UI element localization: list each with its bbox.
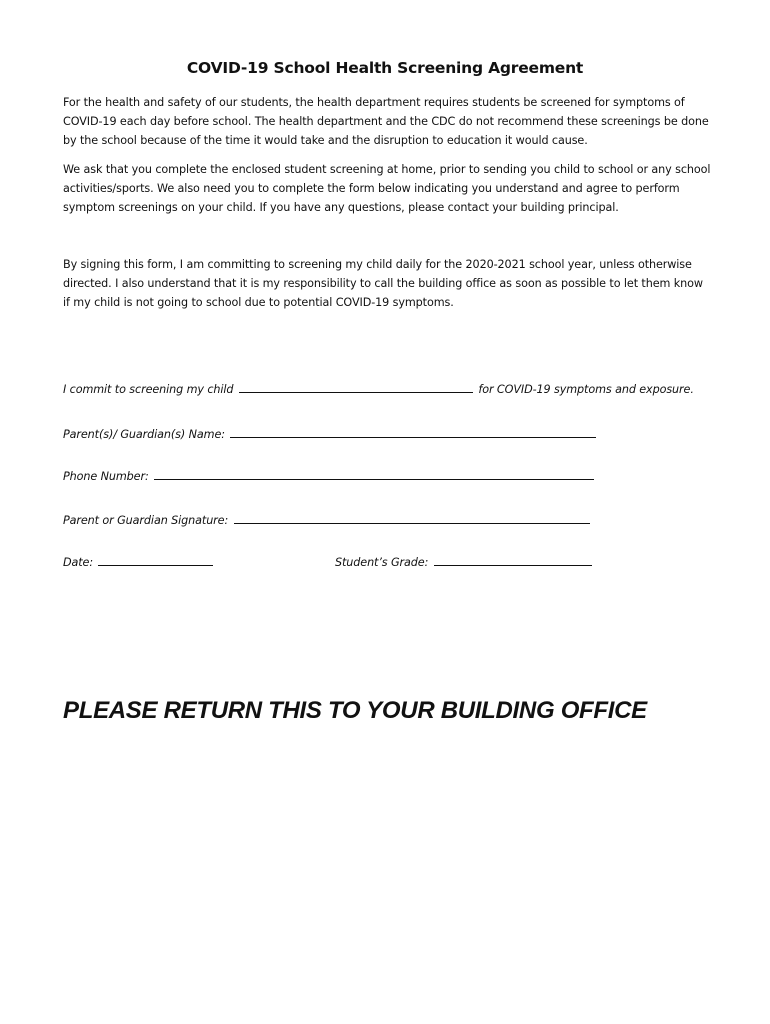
guardian-name-blank[interactable] <box>230 426 596 438</box>
guardian-name-line <box>63 426 598 441</box>
intro-paragraph: For the health and safety of our students, the health department requires students be screened for symptoms of COVID-19 each day before school. The health department and the CDC do not recommend these screenings be done by the school because of the time it would take and the disruption to education it would cause. <box>63 96 709 147</box>
child-name-blank[interactable] <box>239 381 473 393</box>
grade-label: Student’s Grade: <box>335 556 429 569</box>
return-notice: PLEASE RETURN THIS TO YOUR BUILDING OFFICE <box>63 697 647 724</box>
signature-line <box>63 512 592 527</box>
request-paragraph: We ask that you complete the enclosed student screening at home, prior to sending you child to school or any school activities/sports. We also need you to complete the form below indicating you understand and agree to perform symptom screenings on your child. If you have any questions, please contact your building principal. <box>63 163 711 214</box>
signature-label: Parent or Guardian Signature: <box>63 514 229 527</box>
commit-prefix: I commit to screening my child <box>63 383 234 396</box>
date-blank[interactable] <box>98 554 213 566</box>
commit-line <box>63 381 694 396</box>
signature-blank[interactable] <box>234 512 590 524</box>
grade-line <box>335 554 594 569</box>
commitment-paragraph: By signing this form, I am committing to screening my child daily for the 2020-2021 school year, unless otherwise directed. I also understand that it is my responsibility to call the building office as soon as possible to let them know if my child is not going to school due to potential COVID-19 symptoms. <box>63 258 703 309</box>
date-line <box>63 554 215 569</box>
phone-label: Phone Number: <box>63 470 149 483</box>
grade-blank[interactable] <box>434 554 592 566</box>
document-title: COVID-19 School Health Screening Agreement <box>186 59 584 77</box>
phone-blank[interactable] <box>154 468 594 480</box>
phone-line <box>63 468 596 483</box>
date-label: Date: <box>63 556 94 569</box>
commit-suffix: for COVID-19 symptoms and exposure. <box>478 383 694 396</box>
guardian-name-label: Parent(s)/ Guardian(s) Name: <box>63 428 225 441</box>
